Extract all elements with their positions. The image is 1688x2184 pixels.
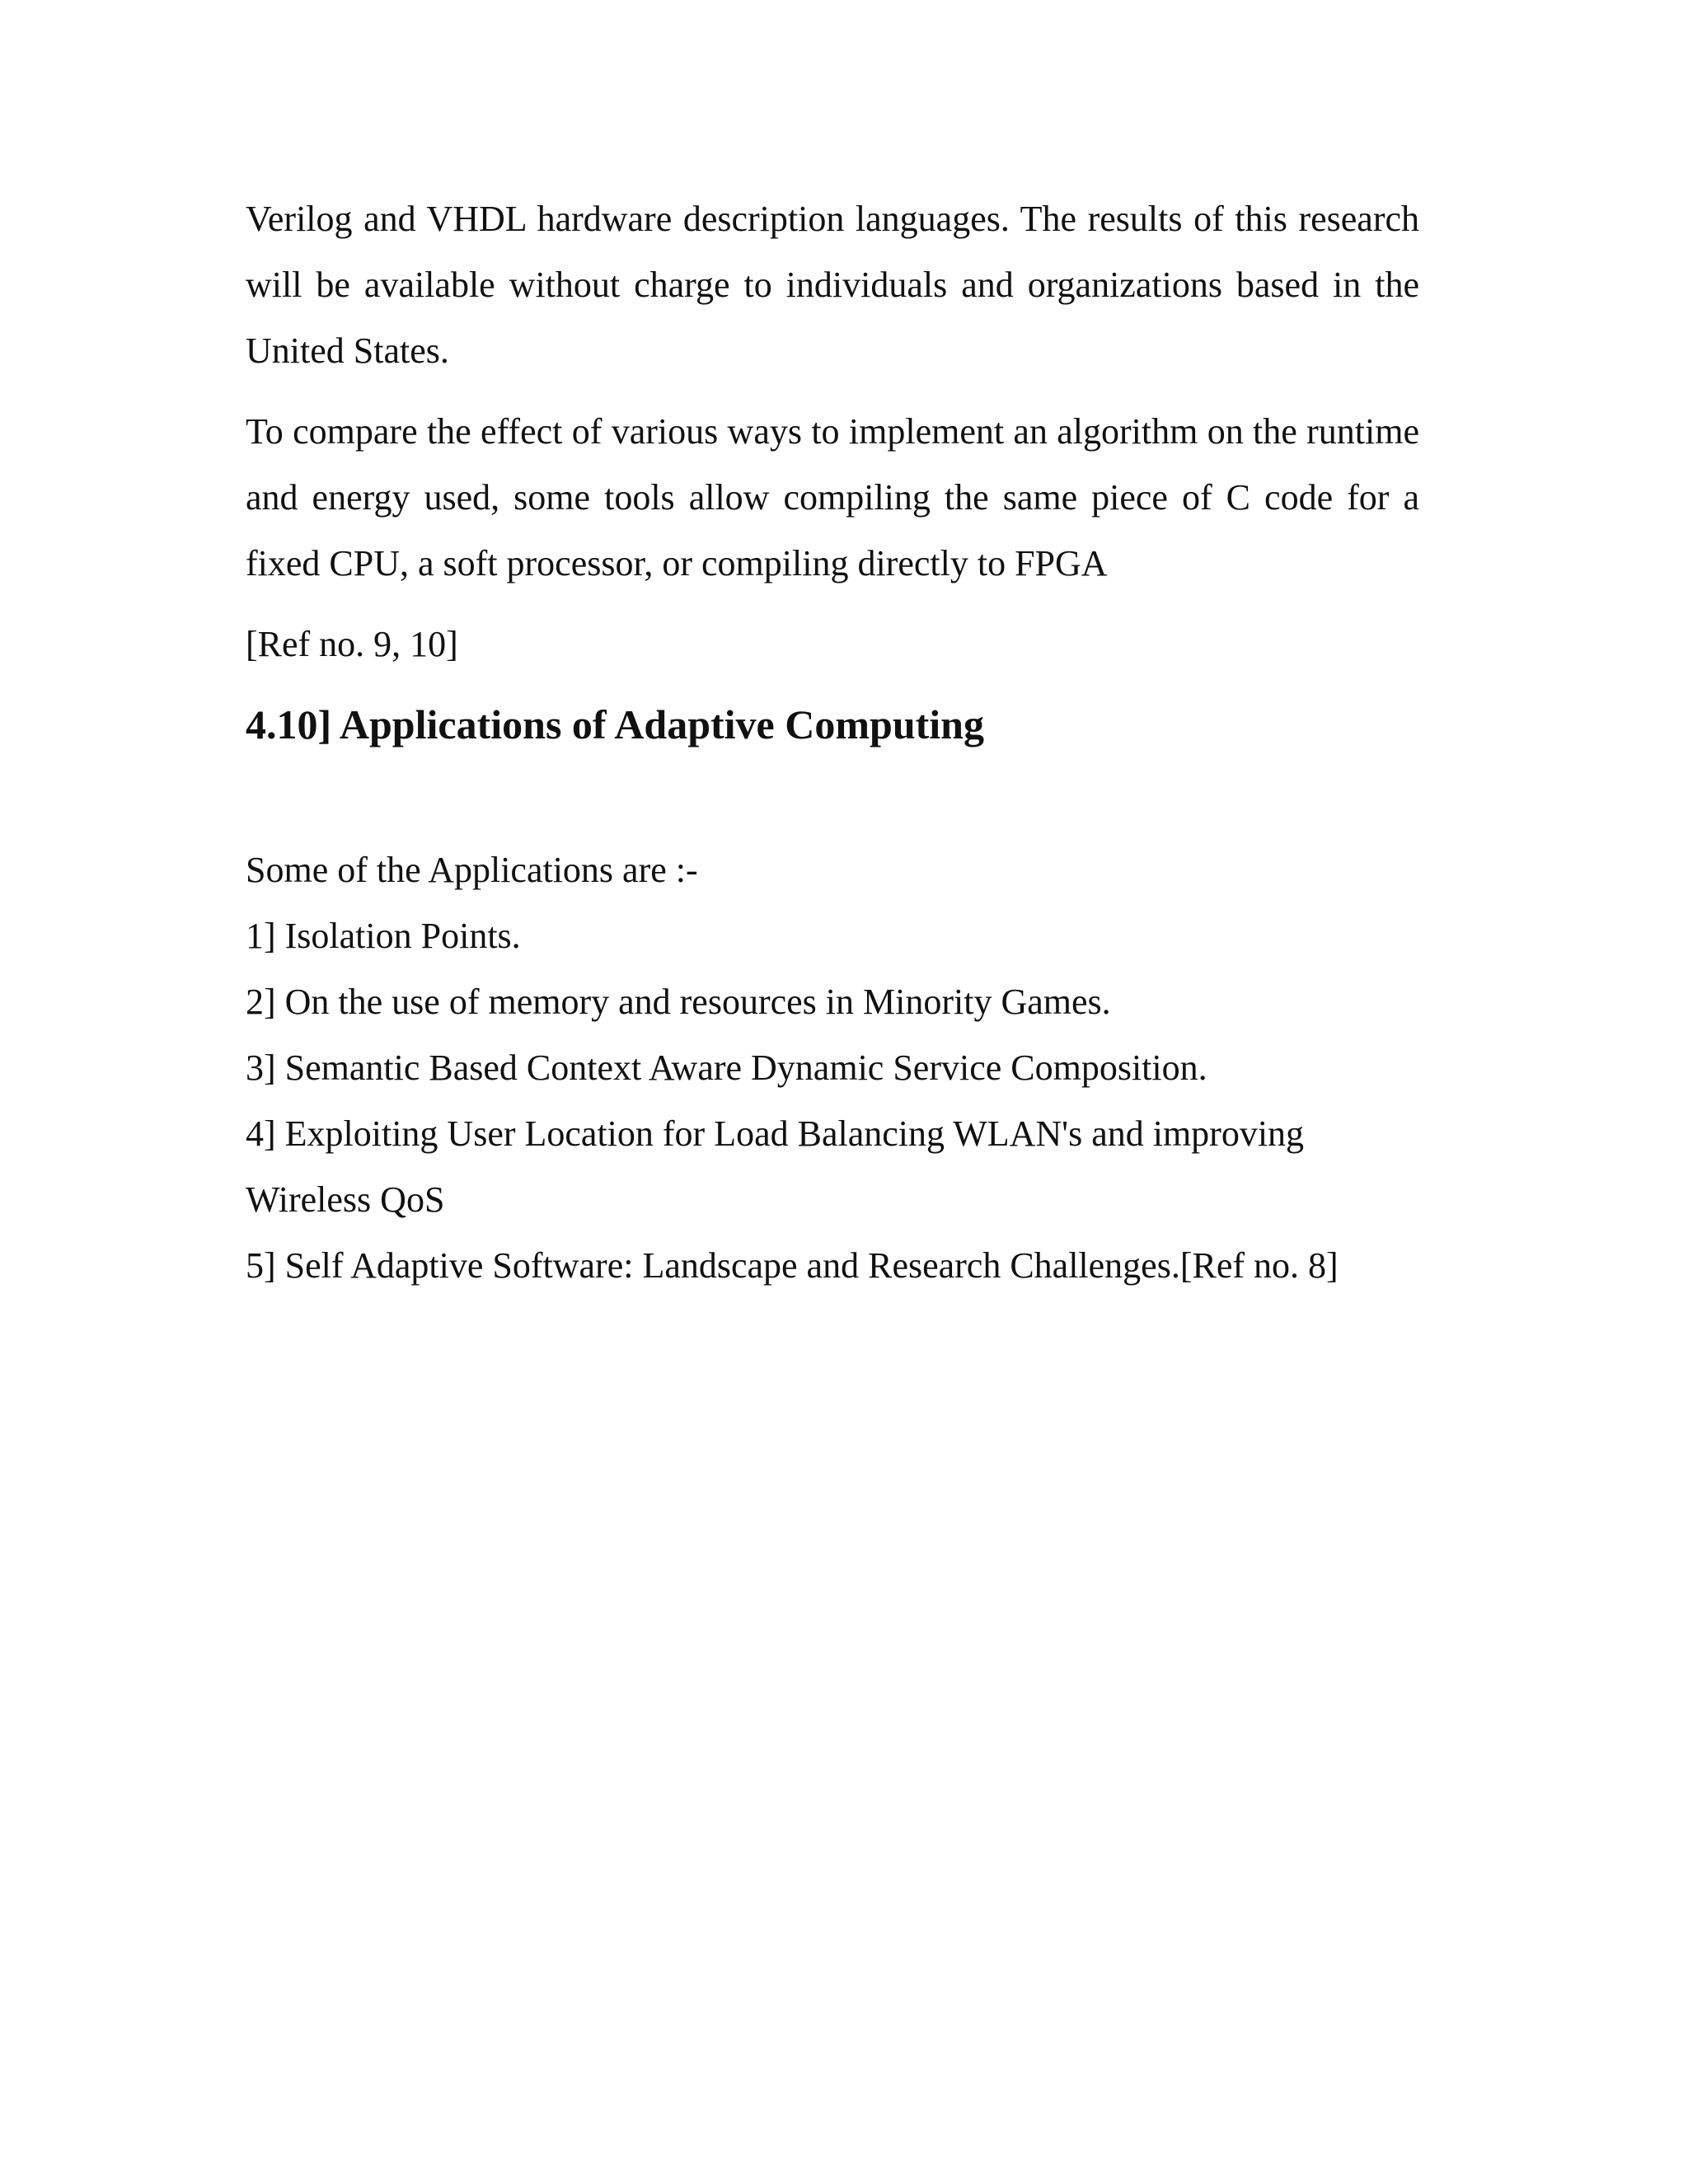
list-item: 1] Isolation Points. xyxy=(246,916,521,956)
paragraph-compare-implementations: To compare the effect of various ways to implement an algorithm on the runtime and energy used, some tools allow compiling the same piece of C code for a fixed CPU, a soft processor, or compiling directly to FPGA xyxy=(246,411,1419,583)
applications-list xyxy=(246,903,1419,1299)
reference-note: [Ref no. 9, 10] xyxy=(246,624,458,664)
paragraph-verilog-vhdl: Verilog and VHDL hardware description languages. The results of this research will be available without charge to individuals and organizations based in the United States. xyxy=(246,199,1419,371)
list-item: 3] Semantic Based Context Aware Dynamic Service Composition. xyxy=(246,1047,1207,1088)
page-content xyxy=(246,186,1419,1299)
list-item: 5] Self Adaptive Software: Landscape and Research Challenges.[Ref no. 8] xyxy=(246,1245,1339,1286)
section-heading: 4.10] Applications of Adaptive Computing xyxy=(246,701,984,748)
list-item: 4] Exploiting User Location for Load Balancing WLAN's and improving Wireless QoS xyxy=(246,1113,1305,1220)
applications-intro: Some of the Applications are :- xyxy=(246,850,698,890)
list-item: 2] On the use of memory and resources in Minority Games. xyxy=(246,982,1111,1022)
